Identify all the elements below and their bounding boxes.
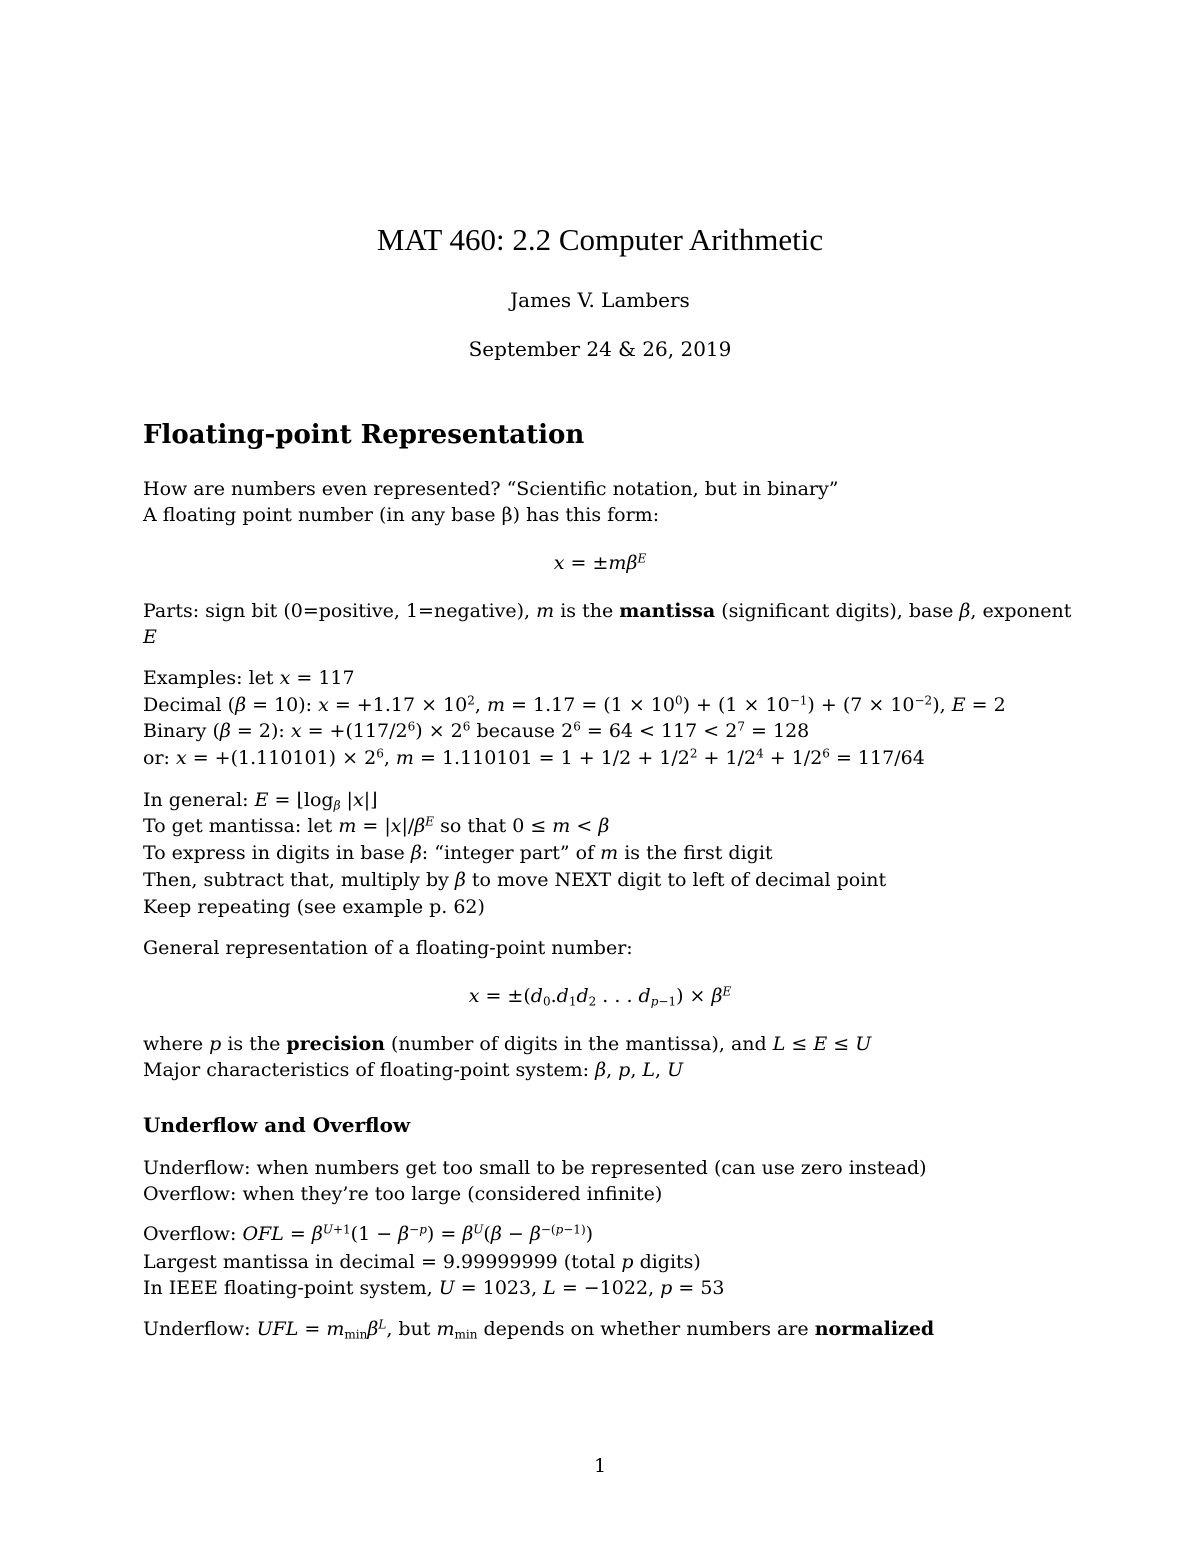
intro-line-2: A floating point number (in any base β) has this form:	[143, 504, 660, 526]
general-line-1: In general: $E = ⌊\log_\beta$ |x|⌋	[143, 789, 378, 813]
document-date: September 24 & 26, 2019	[468, 337, 732, 361]
parts-line-2: E	[143, 626, 157, 648]
precision-line: where p is the precision (number of digits in the mantissa), and L ≤ E ≤ U	[143, 1033, 872, 1055]
ofl-line: Overflow: OFL = $\beta^{U+1}(1 - \beta^{-p}) = \beta^U(\beta - \beta^{-(p-1)})$	[143, 1222, 594, 1245]
general-line-3: To express in digits in base β: “integer part” of m is the first digit	[143, 842, 773, 864]
form-equation: $x = \pm m\beta^E$	[553, 551, 647, 574]
general-line-2: To get mantissa: let $m = |x|/\beta^E$ so that 0 ≤ m < β	[143, 814, 610, 837]
parts-line-1: Parts: sign bit (0=positive, 1=negative), m is the mantissa (significant digits), base β, exponent	[143, 600, 1072, 622]
general-representation-intro: General representation of a floating-point number:	[143, 937, 633, 959]
characteristics-line: Major characteristics of floating-point system: β, p, L, U	[143, 1059, 684, 1081]
largest-mantissa-line: Largest mantissa in decimal = 9.99999999 (total p digits)	[143, 1251, 701, 1273]
general-line-4: Then, subtract that, multiply by β to move NEXT digit to left of decimal point	[143, 869, 887, 891]
example-or: or: $x = +(1.110101) \times 2^6$, $m = 1.110101 = 1 + 1/2 + 1/2^2 + 1/2^4 + 1/2^6 = 117/64$	[143, 746, 925, 769]
page-number: 1	[593, 1455, 607, 1477]
example-binary: Binary (β = 2): $x = +(117/2^6) \times 2^6$ because $2^6 = 64 < 117 < 2^7 = 128$	[143, 719, 810, 742]
example-decimal: Decimal (β = 10): $x = +1.17 \times 10^2$, $m = 1.17 = (1 \times 10^0) + (1 \times 10^{-1}) + (7 \times 10^{-2})$, E = 2	[143, 693, 1006, 716]
ieee-line: In IEEE floating-point system, U = 1023, L = −1022, p = 53	[143, 1277, 725, 1299]
general-equation: $x = \pm(d_0.d_1d_2$ . . . $d_{p-1}) \times \beta^E$	[468, 984, 732, 1009]
section-heading-underflow-overflow: Underflow and Overflow	[143, 1113, 411, 1137]
underflow-line-1: Underflow: when numbers get too small to be represented (can use zero instead)	[143, 1157, 927, 1179]
section-heading-floating-point: Floating-point Representation	[143, 420, 585, 450]
general-line-5: Keep repeating (see example p. 62)	[143, 896, 485, 918]
document-title: MAT 460: 2.2 Computer Arithmetic	[376, 222, 824, 257]
overflow-line-2: Overflow: when they’re too large (considered infinite)	[143, 1183, 663, 1205]
author-name: James V. Lambers	[510, 288, 690, 312]
intro-line-1: How are numbers even represented? “Scientific notation, but in binary”	[143, 478, 839, 500]
ufl-line: Underflow: UFL = $m_{min}\beta^L$, but $m_{min}$ depends on whether numbers are normalized	[143, 1317, 935, 1342]
examples-intro: Examples: let x = 117	[143, 667, 355, 689]
